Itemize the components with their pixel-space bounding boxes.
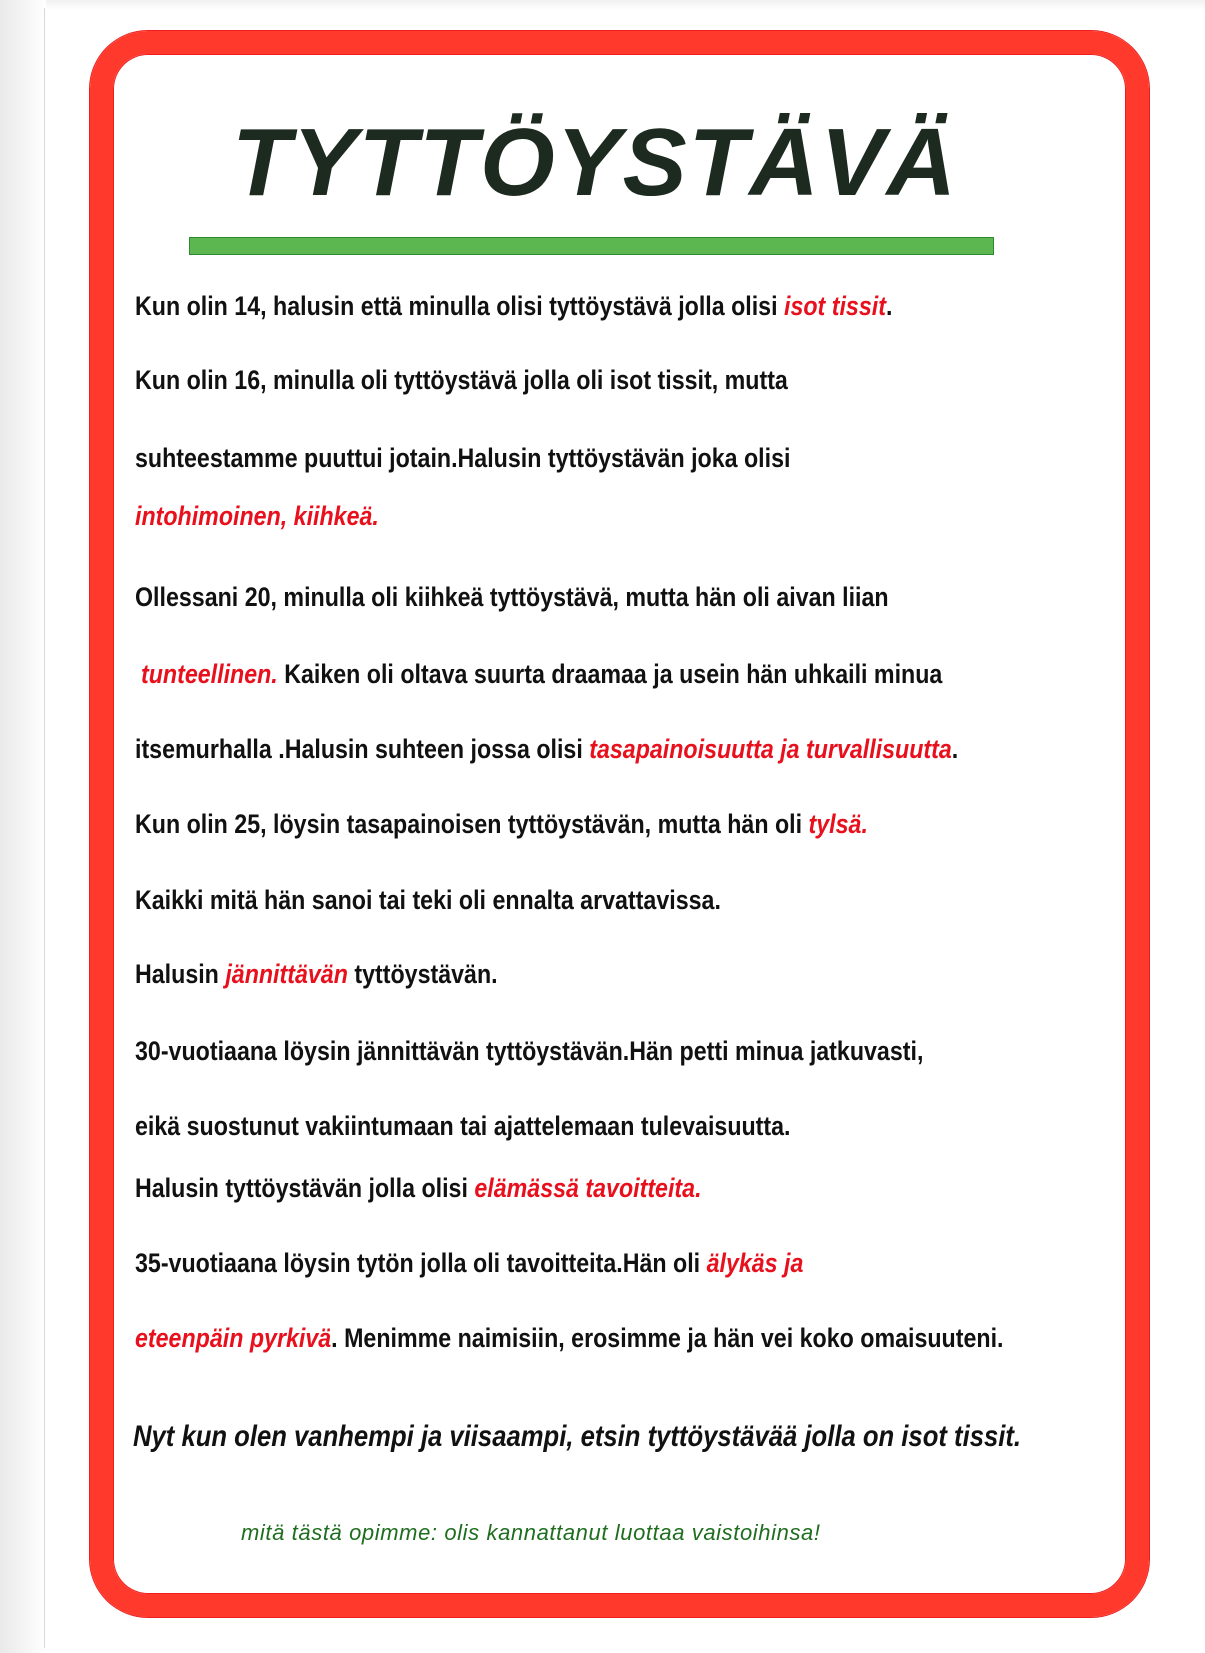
story-line-1 xyxy=(135,289,892,323)
story-line-15 xyxy=(135,1321,1003,1355)
story-line-7 xyxy=(135,732,958,766)
scan-shadow xyxy=(0,0,46,1653)
highlight-text: tylsä. xyxy=(808,809,868,839)
line-text-after: . Menimme naimisiin, erosimme ja hän vei koko omaisuuteni. xyxy=(331,1323,1004,1353)
line-text: 30-vuotiaana löysin jännittävän tyttöystävän.Hän petti minua jatkuvasti, xyxy=(135,1036,924,1066)
title-underline-bar xyxy=(189,237,994,255)
story-line-2 xyxy=(135,363,788,397)
line-text: eikä suostunut vakiintumaan tai ajattelemaan tulevaisuutta. xyxy=(135,1111,791,1141)
story-line-9 xyxy=(135,883,721,917)
highlight-text: elämässä tavoitteita. xyxy=(474,1173,702,1203)
line-text: Kun olin 25, löysin tasapainoisen tyttöystävän, mutta hän oli xyxy=(135,809,809,839)
highlight-text: älykäs ja xyxy=(706,1248,804,1278)
story-line-6 xyxy=(141,657,942,691)
story-line-10 xyxy=(135,957,498,991)
highlight-text: eteenpäin pyrkivä xyxy=(135,1323,332,1353)
story-line-5 xyxy=(135,580,889,614)
highlight-text: tunteellinen. xyxy=(141,659,278,689)
closing-line: Nyt kun olen vanhempi ja viisaampi, etsin tyttöystävää jolla on isot tissit. xyxy=(133,1420,1022,1453)
highlight-text: intohimoinen, kiihkeä. xyxy=(135,501,379,531)
line-text: Halusin xyxy=(135,959,226,989)
highlight-text: tasapainoisuutta ja turvallisuutta xyxy=(589,734,952,764)
story-line-14 xyxy=(135,1246,803,1280)
line-text: Kun olin 16, minulla oli tyttöystävä jolla oli isot tissit, mutta xyxy=(135,365,788,395)
story-line-11 xyxy=(135,1034,923,1068)
story-line-3 xyxy=(135,441,790,475)
line-text-after: . xyxy=(951,734,959,764)
story-line-13 xyxy=(135,1171,702,1205)
moral-line: mitä tästä opimme: olis kannattanut luottaa vaistoihinsa! xyxy=(241,1520,821,1545)
highlight-text: isot tissit xyxy=(784,291,886,321)
line-text: Kun olin 14, halusin että minulla olisi tyttöystävä jolla olisi xyxy=(135,291,785,321)
highlight-text: jännittävän xyxy=(225,959,348,989)
line-text: Ollessani 20, minulla oli kiihkeä tyttöystävä, mutta hän oli aivan liian xyxy=(135,582,889,612)
line-text-after: tyttöystävän. xyxy=(347,959,498,989)
story-line-12 xyxy=(135,1109,791,1143)
story-line-4 xyxy=(135,499,379,533)
paper-edge xyxy=(44,8,45,1648)
line-text: suhteestamme puuttui jotain.Halusin tyttöystävän joka olisi xyxy=(135,443,791,473)
line-text-after: . xyxy=(885,291,893,321)
line-text: Kaikki mitä hän sanoi tai teki oli ennalta arvattavissa. xyxy=(135,885,721,915)
line-text: Halusin tyttöystävän jolla olisi xyxy=(135,1173,475,1203)
line-text: itsemurhalla .Halusin suhteen jossa olisi xyxy=(135,734,590,764)
scan-top-shade xyxy=(46,0,1205,10)
line-text: 35-vuotiaana löysin tytön jolla oli tavoitteita.Hän oli xyxy=(135,1248,707,1278)
story-line-8 xyxy=(135,807,868,841)
poster-title: TYTTÖYSTÄVÄ xyxy=(231,109,958,216)
line-text-after: Kaiken oli oltava suurta draamaa ja usein hän uhkaili minua xyxy=(277,659,943,689)
